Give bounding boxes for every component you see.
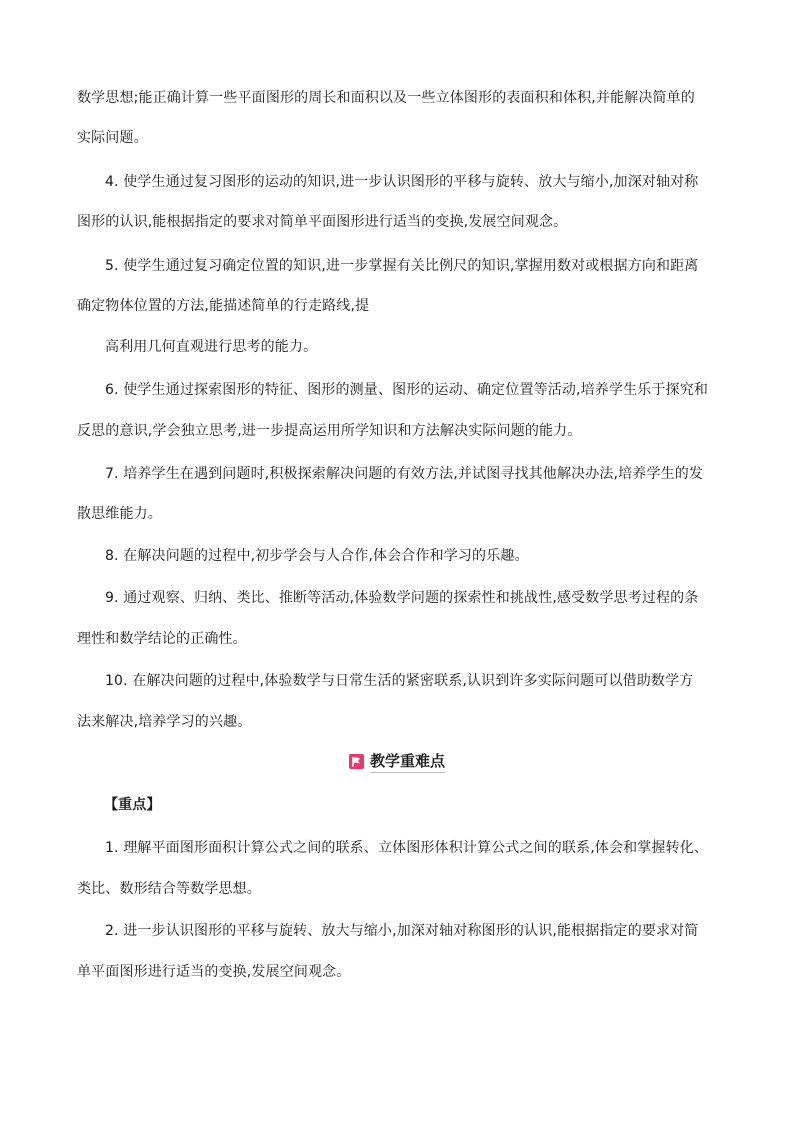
paragraph-line: 法来解决,培养学习的兴趣。 <box>77 714 252 730</box>
paragraph-line: 5. 使学生通过复习确定位置的知识,进一步掌握有关比例尺的知识,掌握用数对或根据方向和距离 <box>105 258 699 274</box>
paragraph-line: 单平面图形进行适当的变换,发展空间观念。 <box>77 964 351 980</box>
paragraph-line: 理性和数学结论的正确性。 <box>77 631 247 647</box>
paragraph-line: 类比、数形结合等数学思想。 <box>77 881 261 897</box>
paragraph-line: 图形的认识,能根据指定的要求对简单平面图形进行适当的变换,发展空间观念。 <box>77 214 568 230</box>
paragraph-line: 7. 培养学生在遇到问题时,积极探索解决问题的有效方法,并试图寻找其他解决办法,培养学生的发 <box>105 466 704 482</box>
paragraph-line: 散思维能力。 <box>77 506 162 522</box>
paragraph-line: 4. 使学生通过复习图形的运动的知识,进一步认识图形的平移与旋转、放大与缩小,加深对轴对称 <box>105 174 699 190</box>
paragraph-line: 6. 使学生通过探索图形的特征、图形的测量、图形的运动、确定位置等活动,培养学生乐于探究和 <box>105 382 709 398</box>
paragraph-line: 9. 通过观察、归纳、类比、推断等活动,体验数学问题的探索性和挑战性,感受数学思考过程的条 <box>105 590 699 606</box>
paragraph-line: 2. 进一步认识图形的平移与旋转、放大与缩小,加深对轴对称图形的认识,能根据指定的要求对简 <box>105 923 699 939</box>
paragraph-line: 高利用几何直观进行思考的能力。 <box>105 339 318 355</box>
key-points-label: 【重点】 <box>104 797 161 813</box>
paragraph-line: 反思的意识,学会独立思考,进一步提高运用所学知识和方法解决实际问题的能力。 <box>77 423 582 439</box>
section-title-text: 教学重难点 <box>370 750 445 773</box>
paragraph-line: 1. 理解平面图形面积计算公式之间的联系、立体图形体积计算公式之间的联系,体会和掌握转化、 <box>105 840 709 856</box>
paragraph-line: 数学思想;能正确计算一些平面图形的周长和面积以及一些立体图形的表面积和体积,并能解决简单的 <box>77 90 695 106</box>
paragraph-line: 10. 在解决问题的过程中,体验数学与日常生活的紧密联系,认识到许多实际问题可以借助数学方 <box>105 673 694 689</box>
paragraph-line: 实际问题。 <box>77 130 148 146</box>
section-heading <box>0 750 794 772</box>
paragraph-line: 确定物体位置的方法,能描述简单的行走路线,提 <box>77 298 370 314</box>
paragraph-line: 8. 在解决问题的过程中,初步学会与人合作,体会合作和学习的乐趣。 <box>105 548 529 564</box>
pink-flag-icon <box>349 754 364 769</box>
